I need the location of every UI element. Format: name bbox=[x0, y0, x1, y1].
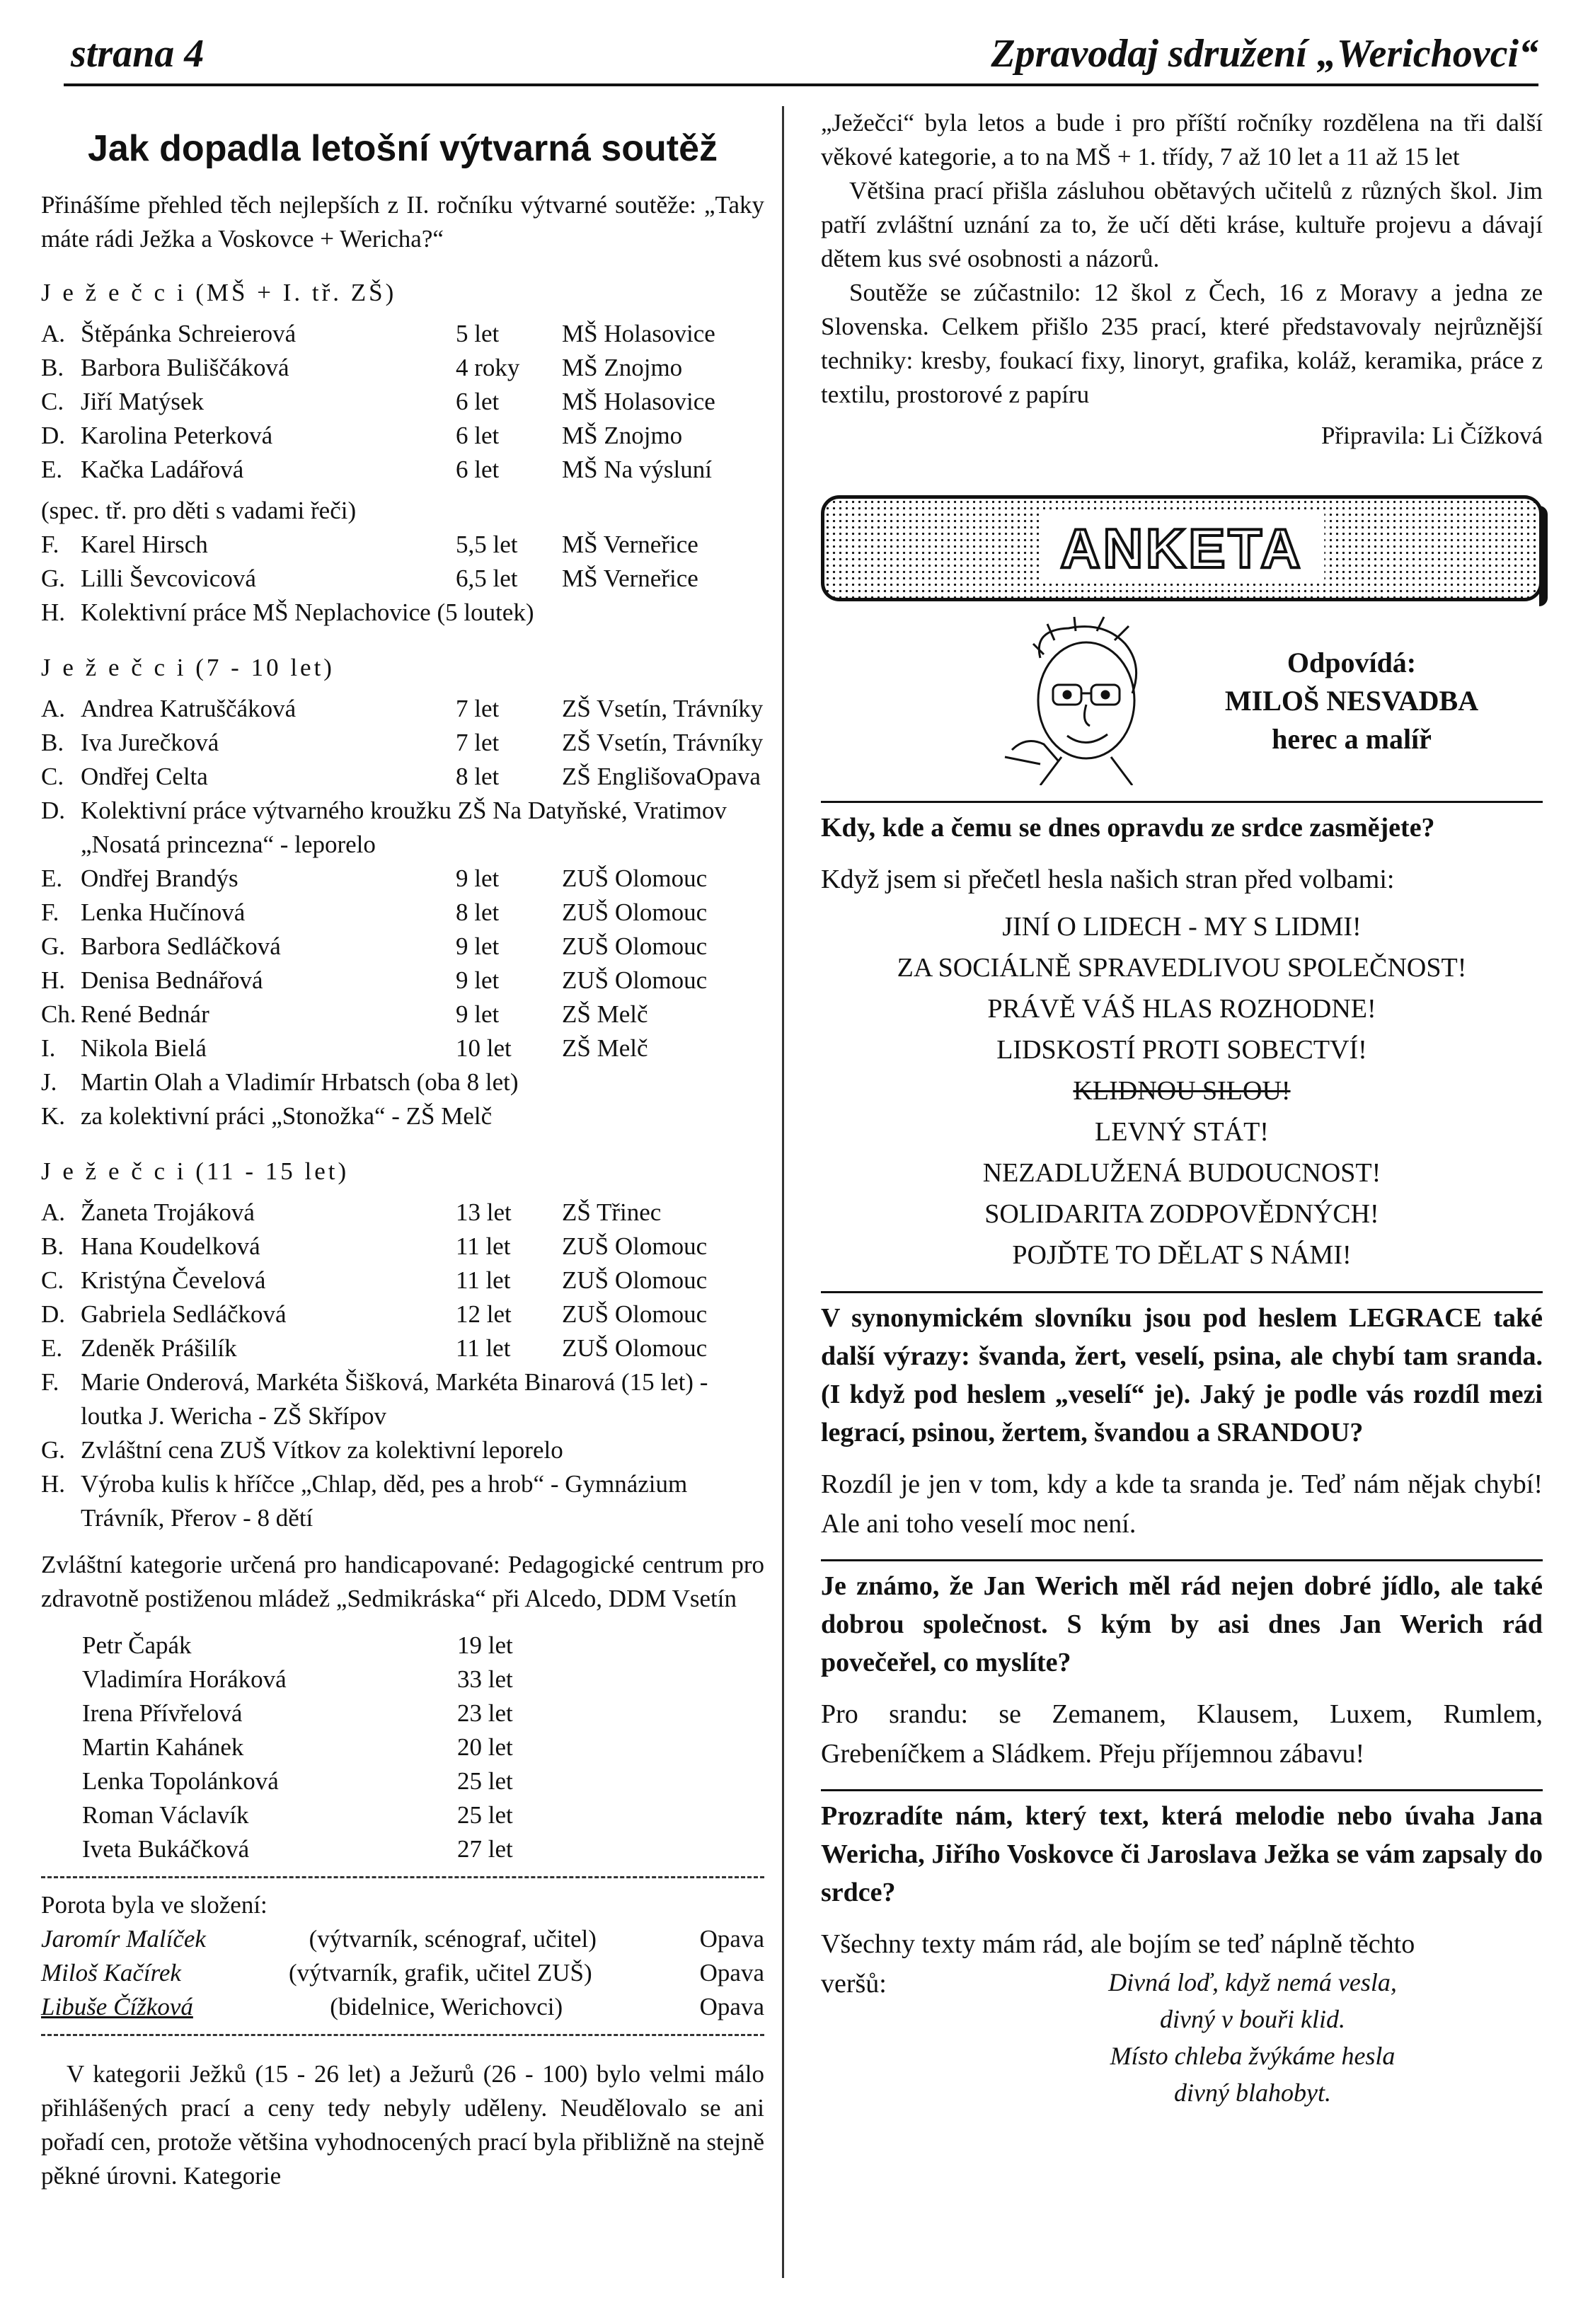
respondent-block bbox=[821, 615, 1543, 785]
answer-4-intro: Všechny texty mám rád, ale bojím se teď náplně těchto bbox=[821, 1929, 1415, 1959]
entry-age: 10 let bbox=[456, 1034, 512, 1062]
answer-3: Pro srandu: se Zemanem, Klausem, Luxem, Rumlem, Grebeníčkem a Sládkem. Přeju příjemnou zábavu! bbox=[821, 1699, 1543, 1769]
entry-age: 4 roky bbox=[456, 354, 520, 381]
spec-class-note: (spec. tř. pro děti s vadami řeči) bbox=[41, 497, 357, 524]
entry-age: 5,5 let bbox=[456, 531, 518, 558]
entry-name: Karel Hirsch bbox=[81, 531, 208, 558]
slogan-line: PRÁVĚ VÁŠ HLAS ROZHODNE! bbox=[987, 994, 1376, 1024]
slogan-list bbox=[821, 906, 1543, 1276]
entry-letter: D. bbox=[41, 422, 66, 449]
entry-name: Petr Čapák bbox=[82, 1631, 192, 1659]
slogan-line: ZA SOCIÁLNĚ SPRAVEDLIVOU SPOLEČNOST! bbox=[897, 953, 1467, 983]
verse-block bbox=[821, 1964, 1543, 2111]
respondent-profession: herec a malíř bbox=[1272, 723, 1432, 755]
list-item bbox=[41, 528, 764, 562]
anketa-title: ANKETA bbox=[1039, 513, 1324, 584]
question-1: Kdy, kde a čemu se dnes opravdu ze srdce zasmějete? bbox=[821, 813, 1435, 843]
list-item bbox=[41, 385, 764, 419]
entry-letter: A. bbox=[41, 320, 66, 347]
list-item: H. Výroba kulis k hříčce „Chlap, děd, pes a hrob“ - Gymnázium Trávník, Přerov - 8 dětí bbox=[41, 1470, 688, 1532]
entry-name: Štěpánka Schreierová bbox=[81, 320, 297, 347]
entry-letter: C. bbox=[41, 388, 64, 415]
list-item: G. Zvláštní cena ZUŠ Vítkov za kolektivní leporelo bbox=[41, 1436, 563, 1464]
left-column bbox=[41, 106, 764, 2206]
entry-name: Kristýna Čevelová bbox=[81, 1266, 266, 1294]
jury-member bbox=[41, 1956, 764, 1990]
jury-role: (výtvarník, grafik, učitel ZUŠ) bbox=[288, 1959, 592, 1987]
entry-school: ZŠ Melč bbox=[562, 1000, 648, 1028]
list-item bbox=[82, 1798, 513, 1832]
page-header bbox=[64, 31, 1538, 86]
entry-school: ZŠ EnglišovaOpava bbox=[562, 763, 761, 790]
section-heading-1: J e ž e č c i (MŠ + I. tř. ZŠ) bbox=[41, 279, 397, 306]
question-4: Prozradíte nám, který text, která melodie nebo úvaha Jana Wericha, Jiřího Voskovce či Jaroslava Ježka se vám zapsaly do srdce? bbox=[821, 1801, 1543, 1907]
jury-city: Opava bbox=[699, 1959, 764, 1987]
entry-letter: E. bbox=[41, 456, 63, 483]
continued-paragraph-1: „Ježečci“ byla letos a bude i pro příští ročníky rozdělena na tři další věkové kategorie, a to na MŠ + 1. třídy, 7 až 10 let a 11 až 15 let bbox=[821, 109, 1543, 170]
list-item bbox=[41, 1331, 764, 1365]
list-item bbox=[41, 562, 764, 596]
portrait-caricature-image bbox=[991, 615, 1182, 785]
author-signature: Připravila: Li Čížková bbox=[1321, 422, 1543, 449]
entry-letter: B. bbox=[41, 1232, 64, 1260]
entry-name: Karolina Peterková bbox=[81, 422, 273, 449]
list-item bbox=[41, 930, 764, 964]
continued-paragraph-3: Soutěže se zúčastnilo: 12 škol z Čech, 16 z Moravy a jedna ze Slovenska. Celkem přišlo 235 prací, které představovaly nejrůznější techniky: kresby, foukací fixy, linoryt, grafika, koláž, keramika, práce z textilu, prostorové z papíru bbox=[821, 279, 1543, 408]
entry-name: Iveta Bukáčková bbox=[82, 1835, 250, 1863]
jury-name: Miloš Kačírek bbox=[41, 1959, 181, 1987]
list-item bbox=[41, 726, 764, 760]
entry-school: ZUŠ Olomouc bbox=[562, 1300, 708, 1328]
entry-name: Barbora Buliščáková bbox=[81, 354, 289, 381]
entry-name: Denisa Bednářová bbox=[81, 966, 263, 994]
respondent-name: MILOŠ NESVADBA bbox=[1224, 685, 1479, 717]
list-item bbox=[82, 1730, 513, 1764]
list-item bbox=[41, 317, 764, 351]
list-item: H. Kolektivní práce MŠ Neplachovice (5 loutek) bbox=[41, 599, 534, 626]
slogan-line: LIDSKOSTÍ PROTI SOBECTVÍ! bbox=[996, 1035, 1367, 1065]
entry-name: Roman Václavík bbox=[82, 1801, 249, 1829]
entry-age: 6 let bbox=[456, 422, 500, 449]
slogan-line: KLIDNOU SILOU! bbox=[1073, 1076, 1291, 1106]
entry-school: MŠ Na výsluní bbox=[562, 456, 712, 483]
entry-name: Lilli Ševcovicová bbox=[81, 565, 256, 592]
list-item bbox=[41, 998, 764, 1031]
jury-member bbox=[41, 1922, 764, 1956]
verse-line: Místo chleba žvýkáme hesla bbox=[1110, 2042, 1396, 2070]
list-item bbox=[41, 1264, 764, 1297]
section-heading-2: J e ž e č c i (7 - 10 let) bbox=[41, 654, 335, 681]
entry-age: 11 let bbox=[456, 1232, 511, 1260]
entry-letter: G. bbox=[41, 932, 66, 960]
entry-age: 9 let bbox=[456, 966, 500, 994]
entry-letter: F. bbox=[41, 531, 59, 558]
list-item bbox=[82, 1764, 513, 1798]
list-item: K. za kolektivní práci „Stonožka“ - ZŠ Melč bbox=[41, 1102, 493, 1130]
entry-school: ZŠ Vsetín, Trávníky bbox=[562, 695, 764, 722]
jury-intro: Porota byla ve složení: bbox=[41, 1891, 267, 1919]
entry-school: ZUŠ Olomouc bbox=[562, 1266, 708, 1294]
jury-member bbox=[41, 1990, 764, 2024]
entry-name: Ondřej Brandýs bbox=[81, 865, 238, 892]
list-item bbox=[41, 1196, 764, 1230]
list-item bbox=[41, 964, 764, 998]
question-rule bbox=[821, 801, 1543, 803]
entry-letter: B. bbox=[41, 729, 64, 756]
entry-age: 20 let bbox=[457, 1733, 513, 1761]
entry-age: 12 let bbox=[456, 1300, 512, 1328]
entry-school: ZŠ Vsetín, Trávníky bbox=[562, 729, 764, 756]
entry-school: MŠ Znojmo bbox=[562, 354, 683, 381]
list-item bbox=[82, 1663, 513, 1696]
entry-age: 9 let bbox=[456, 1000, 500, 1028]
list-item bbox=[41, 351, 764, 385]
list-item bbox=[82, 1696, 513, 1730]
entry-age: 9 let bbox=[456, 865, 500, 892]
section-heading-3: J e ž e č c i (11 - 15 let) bbox=[41, 1157, 350, 1185]
entry-name: Žaneta Trojáková bbox=[81, 1198, 255, 1226]
anketa-banner bbox=[821, 495, 1543, 601]
verse-label: veršů: bbox=[821, 1969, 887, 1999]
answer-2: Rozdíl je jen v tom, kdy a kde ta sranda je. Teď nám nějak chybí! Ale ani toho veselí moc není. bbox=[821, 1469, 1543, 1539]
jury-name: Libuše Čížková bbox=[41, 1993, 193, 2021]
entry-age: 11 let bbox=[456, 1334, 511, 1362]
list-item bbox=[41, 896, 764, 930]
publication-title: Zpravodaj sdružení „Werichovci“ bbox=[991, 32, 1538, 76]
question-rule bbox=[821, 1559, 1543, 1561]
list-item bbox=[41, 1297, 764, 1331]
dashed-divider bbox=[41, 2034, 764, 2036]
winners-table-1-spec bbox=[41, 528, 764, 630]
entry-name: Nikola Bielá bbox=[81, 1034, 207, 1062]
entry-age: 6 let bbox=[456, 388, 500, 415]
list-item bbox=[41, 453, 764, 487]
entry-school: ZUŠ Olomouc bbox=[562, 1334, 708, 1362]
entry-age: 6,5 let bbox=[456, 565, 518, 592]
entry-age: 33 let bbox=[457, 1665, 513, 1693]
entry-school: ZŠ Melč bbox=[562, 1034, 648, 1062]
entry-name: Iva Jurečková bbox=[81, 729, 219, 756]
winners-table-1 bbox=[41, 317, 764, 487]
entry-name: Zdeněk Prášilík bbox=[81, 1334, 237, 1362]
list-item bbox=[41, 1031, 764, 1065]
entry-age: 8 let bbox=[456, 898, 500, 926]
entry-school: ZUŠ Olomouc bbox=[562, 1232, 708, 1260]
jury-role: (výtvarník, scénograf, učitel) bbox=[309, 1925, 597, 1953]
verse-line: divný blahobyt. bbox=[1174, 2079, 1331, 2107]
entry-letter: E. bbox=[41, 1334, 63, 1362]
entry-school: ZUŠ Olomouc bbox=[562, 932, 708, 960]
jury-name: Jaromír Malíček bbox=[41, 1925, 206, 1953]
page-number: strana 4 bbox=[71, 32, 205, 76]
entry-age: 8 let bbox=[456, 763, 500, 790]
right-column bbox=[821, 106, 1543, 2111]
jury-list bbox=[41, 1922, 764, 2024]
entry-age: 11 let bbox=[456, 1266, 511, 1294]
entry-name: René Bednár bbox=[81, 1000, 209, 1028]
entry-name: Barbora Sedláčková bbox=[81, 932, 281, 960]
list-item bbox=[41, 1230, 764, 1264]
list-item: J. Martin Olah a Vladimír Hrbatsch (oba 8 let) bbox=[41, 1068, 519, 1096]
entry-age: 27 let bbox=[457, 1835, 513, 1863]
entry-name: Jiří Matýsek bbox=[81, 388, 205, 415]
entry-school: ZUŠ Olomouc bbox=[562, 898, 708, 926]
handicap-table bbox=[82, 1629, 513, 1866]
entry-school: MŠ Holasovice bbox=[562, 388, 715, 415]
list-item: F. Marie Onderová, Markéta Šišková, Markéta Binarová (15 let) - loutka J. Wericha - ZŠ Skřípov bbox=[41, 1368, 708, 1430]
entry-age: 25 let bbox=[457, 1767, 513, 1795]
verse-line: Divná loď, když nemá vesla, bbox=[1108, 1968, 1397, 1996]
closing-paragraph: V kategorii Ježků (15 - 26 let) a Ježurů (26 - 100) bylo velmi málo přihlášených prací a ceny tedy nebyly uděleny. Neudělovalo se ani pořadí cen, protože většina vyhodnocených prací byla přibližně na stejně pěkné úrovni. Kategorie bbox=[41, 2060, 764, 2190]
entry-letter: E. bbox=[41, 865, 63, 892]
entry-school: MŠ Verneřice bbox=[562, 531, 698, 558]
entry-name: Hana Koudelková bbox=[81, 1232, 260, 1260]
entry-school: ZUŠ Olomouc bbox=[562, 966, 708, 994]
list-item bbox=[41, 419, 764, 453]
question-2: V synonymickém slovníku jsou pod heslem LEGRACE také další výrazy: švanda, žert, veselí, psina, ale chybí tam sranda. (I když pod heslem „veselí“ je). Jaký je podle vás rozdíl mezi legrací, psinou, žertem, švandou a SRANDOU? bbox=[821, 1303, 1543, 1447]
entry-age: 6 let bbox=[456, 456, 500, 483]
question-rule bbox=[821, 1291, 1543, 1293]
list-item bbox=[41, 862, 764, 896]
entry-letter: G. bbox=[41, 565, 66, 592]
entry-age: 5 let bbox=[456, 320, 500, 347]
article-title: Jak dopadla letošní výtvarná soutěž bbox=[87, 128, 718, 169]
entry-name: Ondřej Celta bbox=[81, 763, 208, 790]
entry-school: MŠ Holasovice bbox=[562, 320, 715, 347]
column-divider bbox=[782, 106, 784, 2278]
answer-1-intro: Když jsem si přečetl hesla našich stran před volbami: bbox=[821, 865, 1395, 894]
header-rule bbox=[64, 83, 1538, 86]
entry-letter: Ch. bbox=[41, 1000, 76, 1028]
jury-city: Opava bbox=[699, 1925, 764, 1953]
entry-name: Irena Přívřelová bbox=[82, 1699, 243, 1727]
list-item bbox=[82, 1629, 513, 1663]
entry-letter: I. bbox=[41, 1034, 56, 1062]
entry-name: Andrea Katruščáková bbox=[81, 695, 297, 722]
entry-letter: A. bbox=[41, 695, 66, 722]
entry-age: 13 let bbox=[456, 1198, 512, 1226]
entry-age: 9 let bbox=[456, 932, 500, 960]
list-item: D. Kolektivní práce výtvarného kroužku ZŠ Na Datyňské, Vratimov „Nosatá princezna“ - leporelo bbox=[41, 797, 727, 858]
entry-name: Lenka Hučínová bbox=[81, 898, 246, 926]
winners-table-3 bbox=[41, 1196, 764, 1535]
winners-table-2 bbox=[41, 692, 764, 1133]
entry-school: MŠ Verneřice bbox=[562, 565, 698, 592]
entry-letter: D. bbox=[41, 1300, 66, 1328]
jury-role: (bidelnice, Werichovci) bbox=[330, 1993, 563, 2021]
dashed-divider bbox=[41, 1876, 764, 1878]
entry-age: 25 let bbox=[457, 1801, 513, 1829]
slogan-line: SOLIDARITA ZODPOVĚDNÝCH! bbox=[984, 1199, 1379, 1229]
continued-paragraph-2: Většina prací přišla zásluhou obětavých učitelů z různých škol. Jim patří zvláštní uznání za to, že učí děti kráse, kultuře projevu a dávají dětem kus své osobnosti a názorů. bbox=[821, 177, 1543, 272]
slogan-line: POJĎTE TO DĚLAT S NÁMI! bbox=[1012, 1240, 1352, 1270]
slogan-line: JINÍ O LIDECH - MY S LIDMI! bbox=[1002, 912, 1362, 942]
entry-letter: C. bbox=[41, 763, 64, 790]
slogan-line: NEZADLUŽENÁ BUDOUCNOST! bbox=[982, 1158, 1381, 1188]
handicap-intro: Zvláštní kategorie určená pro handicapované: Pedagogické centrum pro zdravotně postiženou mládež „Sedmikráska“ při Alcedo, DDM Vsetín bbox=[41, 1551, 764, 1612]
verse-lines bbox=[962, 1964, 1543, 2111]
entry-name: Vladimíra Horáková bbox=[82, 1665, 287, 1693]
list-item bbox=[82, 1832, 513, 1866]
verse-line: divný v bouři klid. bbox=[1160, 2005, 1345, 2033]
entry-letter: C. bbox=[41, 1266, 64, 1294]
entry-school: ZŠ Třinec bbox=[562, 1198, 662, 1226]
entry-age: 19 let bbox=[457, 1631, 513, 1659]
entry-letter: A. bbox=[41, 1198, 66, 1226]
entry-name: Lenka Topolánková bbox=[82, 1767, 279, 1795]
entry-letter: H. bbox=[41, 966, 66, 994]
entry-name: Martin Kahánek bbox=[82, 1733, 244, 1761]
entry-age: 7 let bbox=[456, 729, 500, 756]
list-item bbox=[41, 692, 764, 726]
question-3: Je známo, že Jan Werich měl rád nejen dobré jídlo, ale také dobrou společnost. S kým by asi dnes Jan Werich rád povečeřel, co myslíte? bbox=[821, 1571, 1543, 1677]
entry-school: ZUŠ Olomouc bbox=[562, 865, 708, 892]
entry-letter: B. bbox=[41, 354, 64, 381]
entry-age: 23 let bbox=[457, 1699, 513, 1727]
entry-name: Kačka Ladářová bbox=[81, 456, 244, 483]
list-item bbox=[41, 760, 764, 794]
respondent-label: Odpovídá: bbox=[1287, 647, 1417, 678]
entry-age: 7 let bbox=[456, 695, 500, 722]
entry-letter: F. bbox=[41, 898, 59, 926]
article-intro: Přinášíme přehled těch nejlepších z II. ročníku výtvarné soutěže: „Taky máte rádi Ježka a Voskovce + Wericha?“ bbox=[41, 191, 764, 253]
jury-city: Opava bbox=[699, 1993, 764, 2021]
entry-name: Gabriela Sedláčková bbox=[81, 1300, 287, 1328]
respondent-caption bbox=[1189, 644, 1514, 758]
slogan-line: LEVNÝ STÁT! bbox=[1095, 1117, 1269, 1147]
question-rule bbox=[821, 1789, 1543, 1791]
entry-school: MŠ Znojmo bbox=[562, 422, 683, 449]
